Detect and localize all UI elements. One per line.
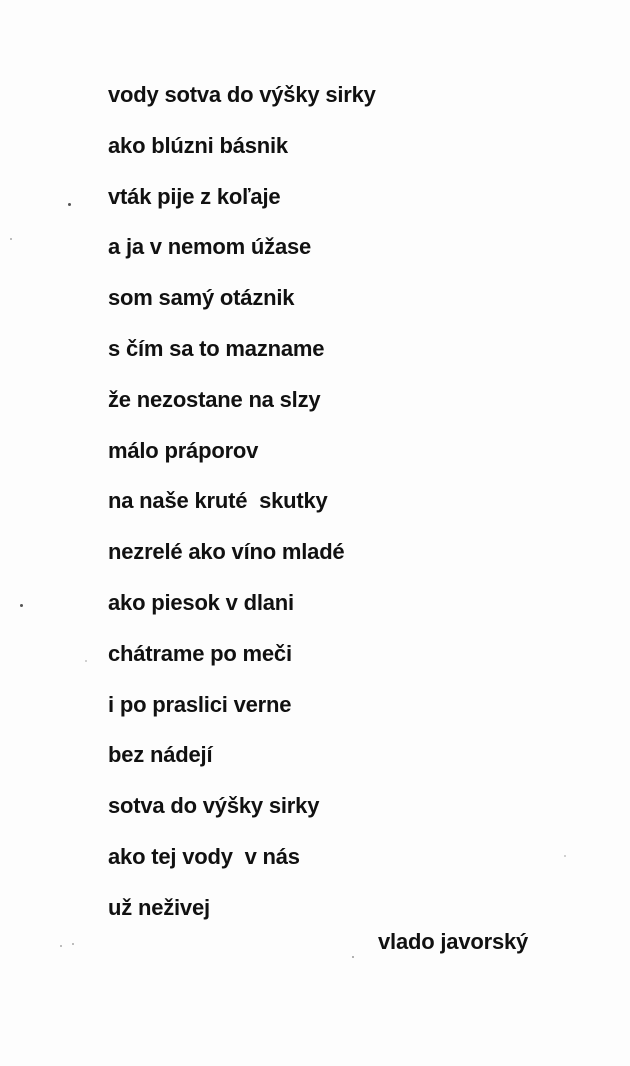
poem-line: bez nádejí [108,742,213,768]
poem-text [108,70,376,934]
poem-line: chátrame po meči [108,640,292,666]
scan-speck [60,945,62,947]
poem-line: s čím sa to mazname [108,335,325,361]
scan-speck [85,660,87,662]
poem-line: že nezostane na slzy [108,386,321,412]
poem-line: vták pije z koľaje [108,183,281,209]
scan-speck [564,855,566,857]
poem-line: na naše kruté skutky [108,488,328,514]
poem-line: ako tej vody v nás [108,843,300,869]
poem-line: ako blúzni básnik [108,132,288,158]
scan-speck [10,238,12,240]
poem-line: už neživej [108,894,210,920]
poem-line: sotva do výšky sirky [108,793,320,819]
poem-line: ako piesok v dlani [108,589,294,615]
poem-line: vody sotva do výšky sirky [108,82,376,107]
scan-speck [20,604,23,607]
author-signature: vlado javorský [378,929,529,954]
poem-line: a ja v nemom úžase [108,234,312,260]
poem-line: málo práporov [108,437,259,463]
scan-speck [68,203,71,206]
poem-line: nezrelé ako víno mladé [108,539,345,565]
poem-line: i po praslici verne [108,691,292,717]
poem-line: som samý otáznik [108,285,295,311]
scan-speck [72,943,74,945]
scan-speck [352,956,354,958]
